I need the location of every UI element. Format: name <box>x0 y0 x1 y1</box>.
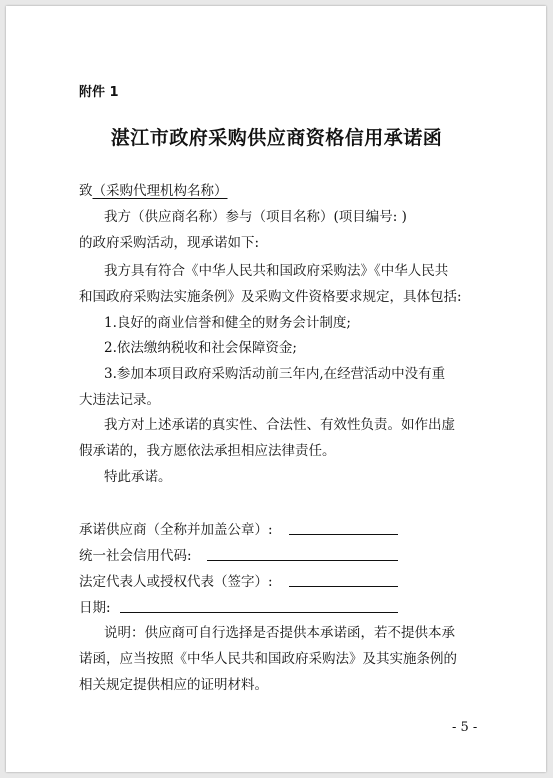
note-line-2: 诺函，应当按照《中华人民共和国政府采购法》及其实施条例的 <box>79 651 457 667</box>
attachment-label: 附件 1 <box>79 85 119 100</box>
credit-code-label: 统一社会信用代码: <box>79 548 192 564</box>
date-label: 日期: <box>79 600 111 616</box>
addressee-line <box>79 182 228 200</box>
addressee-prefix: 致 <box>79 183 93 199</box>
addressee-org: （采购代理机构名称） <box>92 183 228 199</box>
representative-signature-label: 法定代表人或授权代表（签字）: <box>79 574 273 590</box>
document-title: 湛江市政府采购供应商资格信用承诺函 <box>110 127 443 149</box>
list-item-3-line-1: 3.参加本项目政府采购活动前三年内,在经营活动中没有重 <box>104 366 446 382</box>
paragraph-2-line-2: 和国政府采购法实施条例》及采购文件资格要求规定，具体包括: <box>79 289 462 305</box>
paragraph-2-line-1: 我方具有符合《中华人民共和国政府采购法》《中华人民共 <box>104 263 449 279</box>
list-item-2: 2.依法缴纳税收和社会保障资金; <box>104 340 297 356</box>
supplier-signature-field <box>289 534 398 535</box>
credit-code-field <box>207 560 398 561</box>
paragraph-3-line-2: 假承诺的，我方愿依法承担相应法律责任。 <box>79 443 336 459</box>
paragraph-3-line-1: 我方对上述承诺的真实性、合法性、有效性负责。如作出虚 <box>104 417 455 433</box>
list-item-3-line-2: 大违法记录。 <box>79 392 160 408</box>
supplier-signature-label: 承诺供应商（全称并加盖公章）: <box>79 522 273 538</box>
list-item-1: 1.良好的商业信誉和健全的财务会计制度; <box>104 315 351 331</box>
note-line-1: 说明：供应商可自行选择是否提供本承诺函，若不提供本承 <box>104 625 455 641</box>
representative-signature-field <box>289 586 398 587</box>
date-field <box>120 612 398 613</box>
closing-statement: 特此承诺。 <box>104 469 172 485</box>
paragraph-1-line-1: 我方（供应商名称）参与（项目名称）(项目编号: ) <box>104 209 407 225</box>
page-number: - 5 - <box>452 720 478 735</box>
paragraph-1-line-2: 的政府采购活动，现承诺如下: <box>79 235 260 251</box>
note-line-3: 相关规定提供相应的证明材料。 <box>79 677 268 693</box>
